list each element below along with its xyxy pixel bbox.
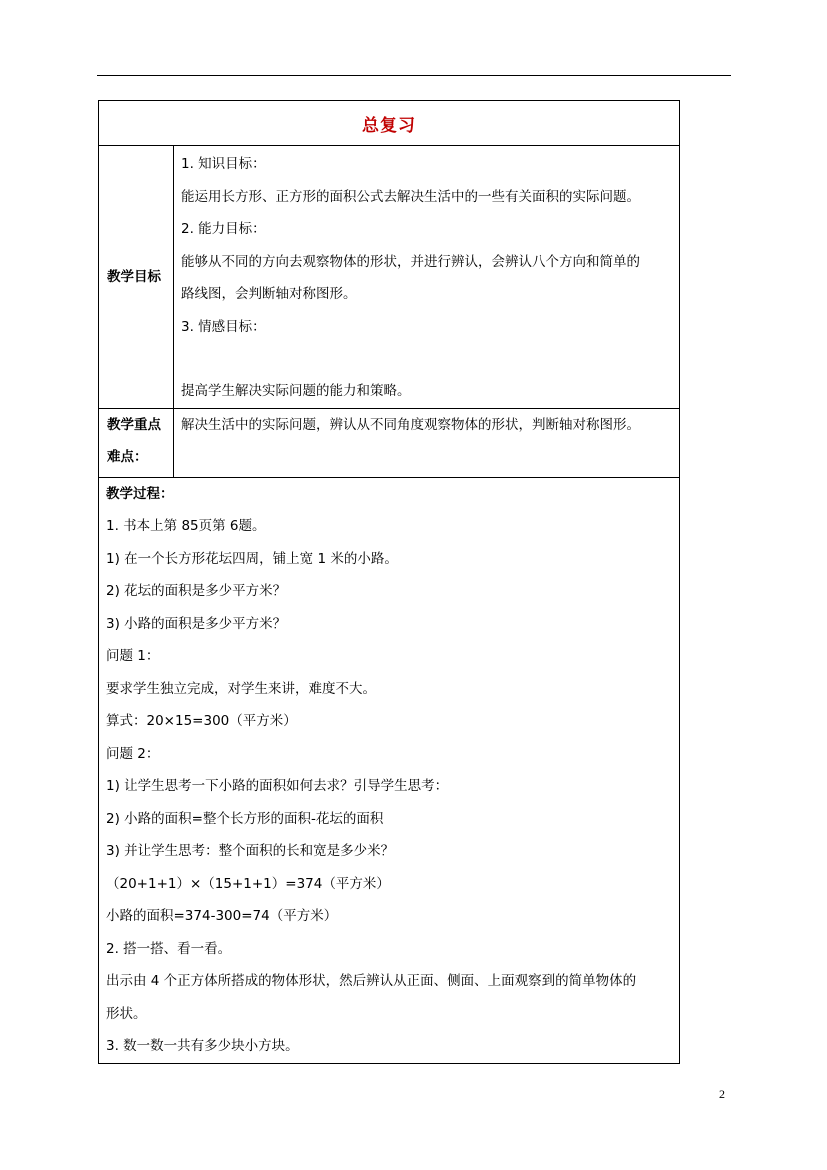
process-line: 出示由 4 个正方体所搭成的物体形状，然后辨认从正面、侧面、上面观察到的简单物体的 [106,973,637,989]
process-line: 3) 并让学生思考：整个面积的长和宽是多少米？ [106,843,395,859]
process-line: 1) 在一个长方形花坛四周，铺上宽 1 米的小路。 [106,550,398,567]
title-cell [99,101,680,146]
key-points-text: 解决生活中的实际问题，辨认从不同角度观察物体的形状，判断轴对称图形。 [181,416,640,433]
process-line: 算式：20×15=300（平方米） [106,713,297,729]
key-points-label-line1: 教学重点 [107,416,161,433]
key-points-label-cell [99,408,174,477]
process-heading: 教学过程： [106,485,174,502]
process-line: 小路的面积=374-300=74（平方米） [106,908,338,924]
process-line: 3) 小路的面积是多少平方米？ [106,615,287,632]
objectives-label: 教学目标 [107,268,161,285]
process-line: 2) 小路的面积=整个长方形的面积-花坛的面积 [106,810,384,827]
process-line: 形状。 [106,1005,147,1022]
objectives-content-cell [174,146,680,409]
process-line: 问题 1： [106,648,160,664]
process-line: 问题 2： [106,745,160,762]
objective-line: 能运用长方形、正方形的面积公式去解决生活中的一些有关面积的实际问题。 [181,188,640,205]
process-line: （20+1+1）×（15+1+1）=374（平方米） [106,875,390,892]
process-cell [99,477,680,1063]
header-rule [97,75,731,76]
lesson-table [98,100,680,1064]
blank-line [174,343,679,375]
objective-line: 3. 情感目标： [181,318,266,335]
objective-line: 1. 知识目标： [181,156,266,172]
process-line: 2. 搭一搭、看一看。 [106,940,232,957]
objective-line: 2. 能力目标： [181,221,266,237]
process-line: 1) 让学生思考一下小路的面积如何去求？引导学生思考： [106,778,449,794]
objective-line: 能够从不同的方向去观察物体的形状，并进行辨认，会辨认八个方向和简单的 [181,253,640,270]
process-line: 3. 数一数一共有多少块小方块。 [106,1038,299,1054]
objective-line: 路线图，会判断轴对称图形。 [181,286,357,302]
page-number: 2 [719,1087,725,1101]
key-points-content-cell [174,408,680,477]
objective-line: 提高学生解决实际问题的能力和策略。 [181,383,411,399]
process-line: 2) 花坛的面积是多少平方米？ [106,583,287,599]
process-line: 要求学生独立完成，对学生来讲，难度不大。 [106,680,376,697]
key-points-label-line2: 难点： [107,448,148,465]
process-line: 1. 书本上第 85页第 6题。 [106,518,266,534]
objectives-label-cell [99,146,174,409]
page-title: 总复习 [362,115,416,136]
